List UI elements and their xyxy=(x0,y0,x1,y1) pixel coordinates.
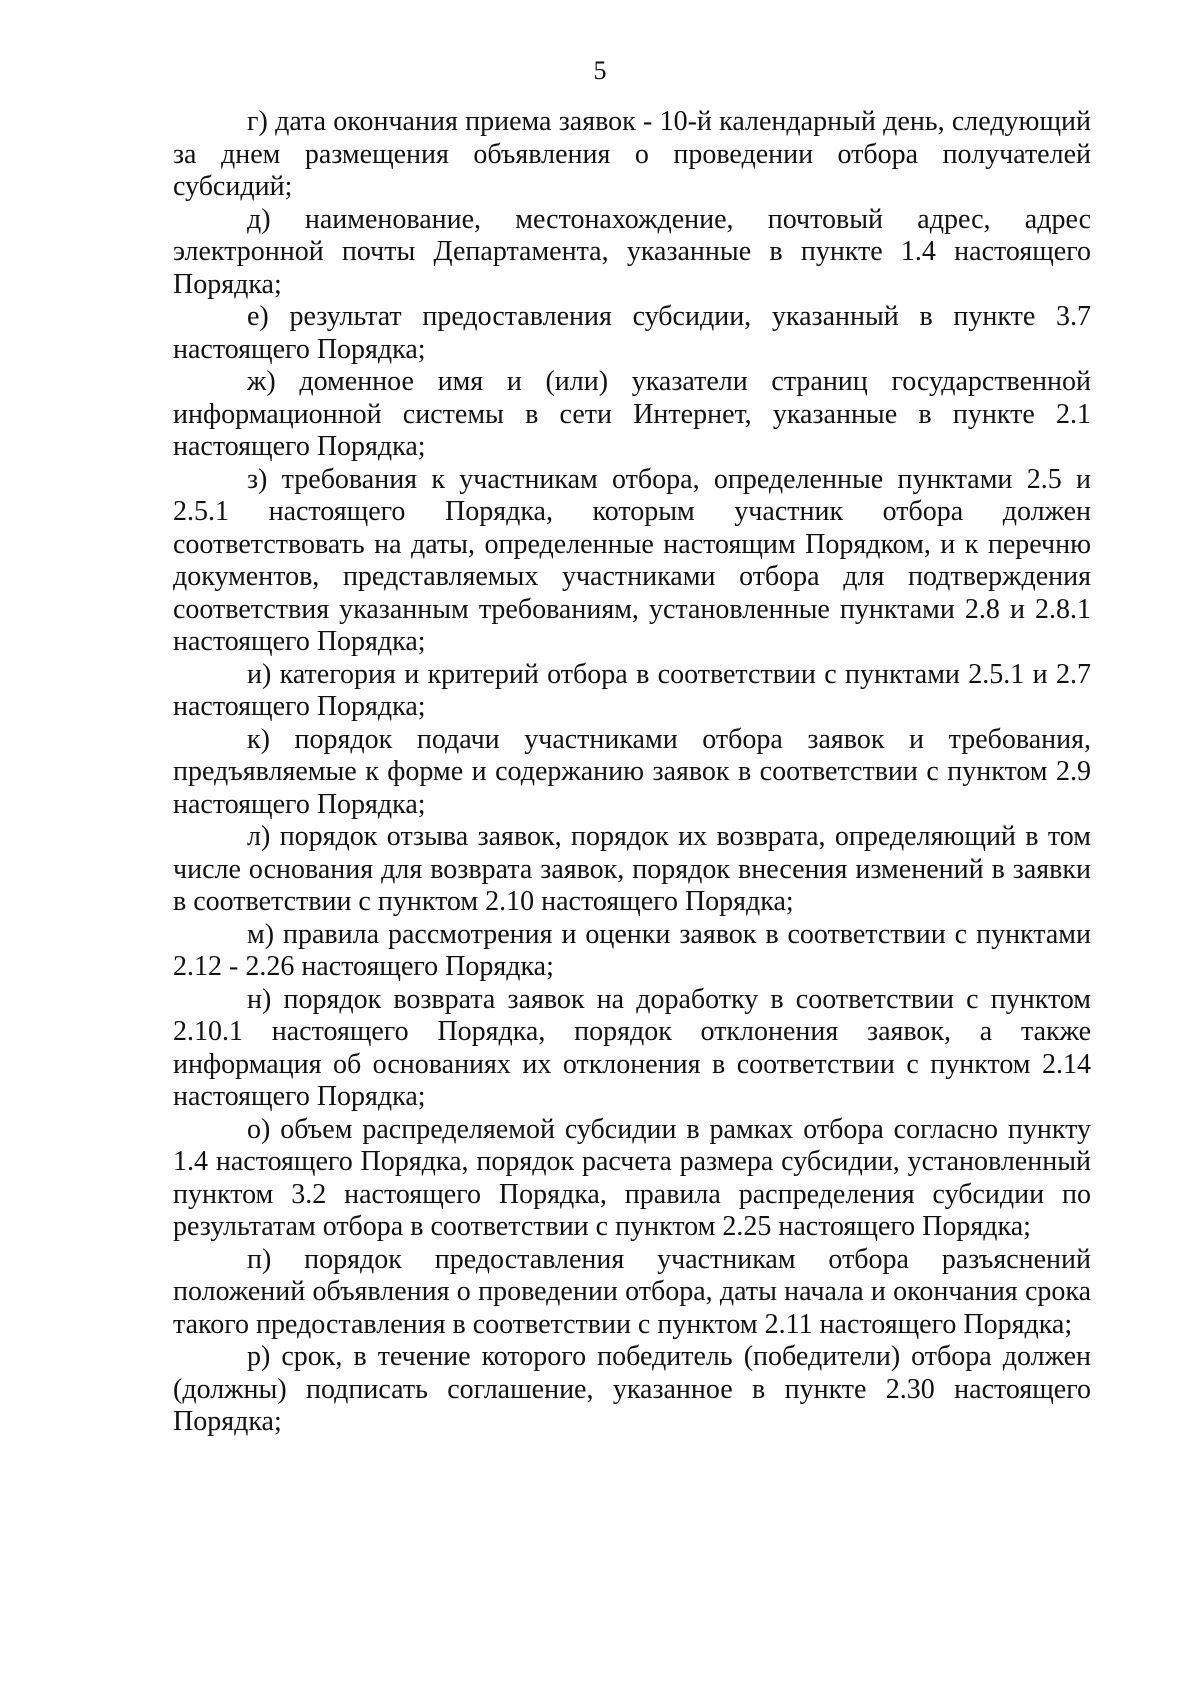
paragraph-i: и) категория и критерий отбора в соответствии с пунктами 2.5.1 и 2.7 настоящего Порядка; xyxy=(173,658,1091,722)
paragraph-m: м) правила рассмотрения и оценки заявок в соответствии с пунктами 2.12 - 2.26 настоящего Порядка; xyxy=(173,918,1091,982)
paragraph-zh: ж) доменное имя и (или) указатели страниц государственной информационной системы в сети Интернет, указанные в пункте 2.1 настоящего Порядка; xyxy=(173,366,1091,462)
paragraph-k: к) порядок подачи участниками отбора заявок и требования, предъявляемые к форме и содержанию заявок в соответствии с пунктом 2.9 настоящего Порядка; xyxy=(173,723,1091,820)
paragraph-g: г) дата окончания приема заявок - 10-й календарный день, следующий за днем размещения объявления о проведении отбора получателей субсидий; xyxy=(173,106,1091,202)
paragraph-o: о) объем распределяемой субсидии в рамках отбора согласно пункту 1.4 настоящего Порядка, порядок расчета размера субсидии, установленный пунктом 3.2 настоящего Порядка, правила распределения субсидии по результатам отбора в соответствии с пунктом 2.25 настоящего Порядка; xyxy=(173,1113,1091,1242)
paragraph-n: н) порядок возврата заявок на доработку в соответствии с пунктом 2.10.1 настоящего Порядка, порядок отклонения заявок, а также информация об основаниях их отклонения в соответствии с пунктом 2.14 настоящего Порядка; xyxy=(173,983,1091,1112)
paragraph-r: р) срок, в течение которого победитель (победители) отбора должен (должны) подписать соглашение, указанное в пункте 2.30 настоящего Порядка; xyxy=(173,1341,1091,1437)
page-number: 5 xyxy=(593,56,607,85)
paragraph-l: л) порядок отзыва заявок, порядок их возврата, определяющий в том числе основания для возврата заявок, порядок внесения изменений в заявки в соответствии с пунктом 2.10 настоящего Порядка; xyxy=(173,821,1091,917)
paragraph-z: з) требования к участникам отбора, определенные пунктами 2.5 и 2.5.1 настоящего Порядка, которым участник отбора должен соответствовать на даты, определенные настоящим Порядком, и к перечню документов, представляемых участниками отбора для подтверждения соответствия указанным требованиям, установленные пунктами 2.8 и 2.8.1 настоящего Порядка; xyxy=(173,463,1091,657)
paragraph-d: д) наименование, местонахождение, почтовый адрес, адрес электронной почты Департамента, указанные в пункте 1.4 настоящего Порядка; xyxy=(173,203,1091,300)
paragraph-p: п) порядок предоставления участникам отбора разъяснений положений объявления о проведении отбора, даты начала и окончания срока такого предоставления в соответствии с пунктом 2.11 настоящего Порядка; xyxy=(173,1243,1091,1340)
document-body xyxy=(173,106,1091,1439)
paragraph-e: е) результат предоставления субсидии, указанный в пункте 3.7 настоящего Порядка; xyxy=(173,301,1091,365)
